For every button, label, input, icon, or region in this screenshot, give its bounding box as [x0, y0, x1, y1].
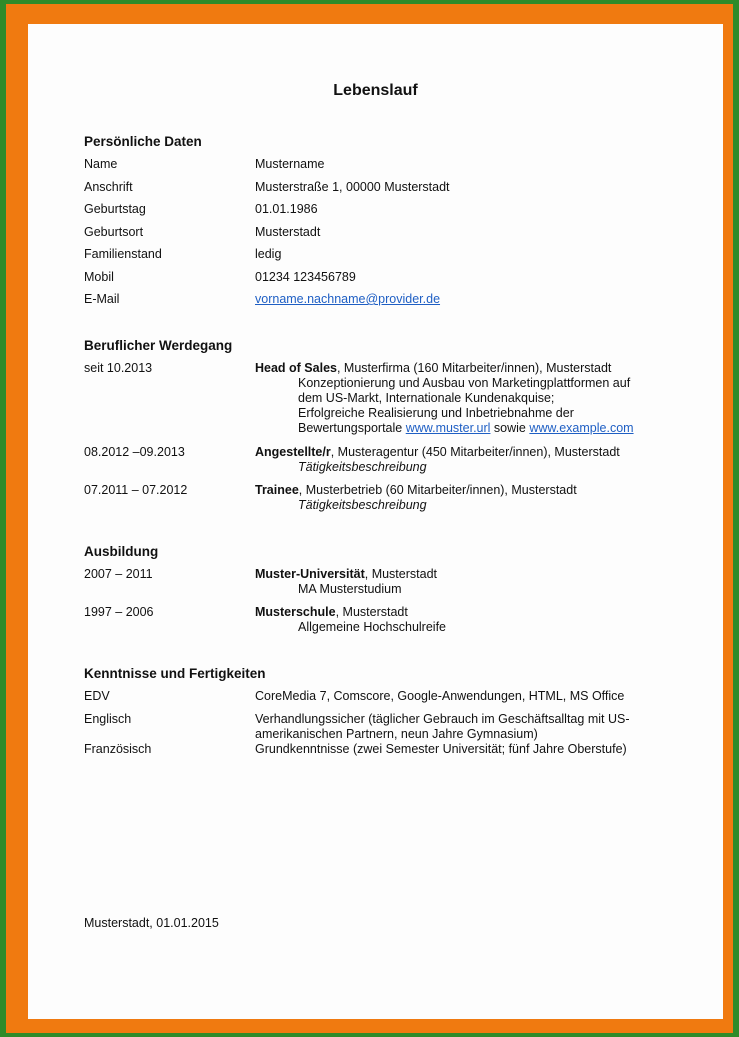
education-detail: Allgemeine Hochschulreife — [298, 620, 446, 634]
job-company: , Musterfirma (160 Mitarbeiter/innen), Musterstadt — [336, 361, 612, 375]
label-email: E-Mail — [84, 292, 120, 306]
education-date: 1997 – 2006 — [84, 605, 154, 619]
section-heading-career: Beruflicher Werdegang — [84, 338, 233, 353]
label-birthdate: Geburtstag — [84, 202, 146, 216]
value-birthplace: Musterstadt — [255, 225, 321, 239]
job-description: Tätigkeitsbeschreibung — [298, 498, 427, 512]
place-date: Musterstadt, 01.01.2015 — [84, 916, 219, 930]
skill-label: Französisch — [84, 742, 152, 756]
job-title-line — [255, 483, 577, 497]
job-description-line: Konzeptionierung und Ausbau von Marketingplattformen auf — [298, 376, 631, 390]
education-school-line — [255, 567, 437, 581]
orange-frame — [6, 4, 733, 1033]
label-address: Anschrift — [84, 180, 133, 194]
section-heading-personal: Persönliche Daten — [84, 134, 202, 149]
portals-separator: sowie — [490, 421, 530, 435]
job-date: 08.2012 –09.2013 — [84, 445, 185, 459]
section-heading-skills: Kenntnisse und Fertigkeiten — [84, 666, 266, 681]
job-description-line — [298, 421, 634, 436]
education-detail: MA Musterstudium — [298, 582, 402, 596]
section-heading-education: Ausbildung — [84, 544, 159, 559]
page-title: Lebenslauf — [333, 82, 418, 99]
skill-label: EDV — [84, 689, 110, 703]
value-name: Mustername — [255, 157, 325, 171]
skill-value: CoreMedia 7, Comscore, Google-Anwendungen, HTML, MS Office — [255, 689, 625, 703]
job-position: Angestellte/r — [255, 445, 331, 459]
value-birthdate: 01.01.1986 — [255, 202, 318, 216]
email-link[interactable]: vorname.nachname@provider.de — [255, 292, 441, 306]
job-description-line: dem US-Markt, Internationale Kundenakquise; — [298, 391, 555, 405]
label-name: Name — [84, 157, 118, 171]
education-place: , Musterstadt — [335, 605, 408, 619]
label-marital-status: Familienstand — [84, 247, 162, 261]
skill-value: Grundkenntnisse (zwei Semester Universität; fünf Jahre Oberstufe) — [255, 742, 627, 756]
label-mobile: Mobil — [84, 270, 114, 284]
value-address: Musterstraße 1, 00000 Musterstadt — [255, 180, 450, 194]
job-company: , Musterbetrieb (60 Mitarbeiter/innen), Musterstadt — [298, 483, 577, 497]
job-title-line — [255, 361, 611, 375]
education-school: Musterschule — [255, 605, 336, 619]
label-birthplace: Geburtsort — [84, 225, 144, 239]
education-school-line — [255, 605, 408, 619]
job-position: Trainee — [255, 483, 299, 497]
job-description: Tätigkeitsbeschreibung — [298, 460, 427, 474]
job-date: seit 10.2013 — [84, 361, 153, 375]
portals-prefix: Bewertungsportale — [298, 421, 406, 435]
skill-value-continued: amerikanischen Partnern, neun Jahre Gymnasium) — [255, 727, 538, 741]
skill-value: Verhandlungssicher (täglicher Gebrauch im Geschäftsalltag mit US- — [255, 712, 630, 726]
job-title-line — [255, 445, 620, 459]
value-marital-status: ledig — [255, 247, 282, 261]
education-place: , Musterstadt — [364, 567, 437, 581]
job-date: 07.2011 – 07.2012 — [84, 483, 188, 497]
education-date: 2007 – 2011 — [84, 567, 153, 581]
job-company: , Musteragentur (450 Mitarbeiter/innen), Musterstadt — [330, 445, 620, 459]
education-school: Muster-Universität — [255, 567, 365, 581]
value-mobile: 01234 123456789 — [255, 270, 356, 284]
skill-label: Englisch — [84, 712, 132, 726]
job-description-line: Erfolgreiche Realisierung und Inbetriebnahme der — [298, 406, 574, 420]
example-com-link[interactable]: www.example.com — [529, 421, 634, 435]
job-position: Head of Sales — [255, 361, 337, 375]
muster-url-link[interactable]: www.muster.url — [405, 421, 491, 435]
cv-page — [28, 24, 723, 1019]
